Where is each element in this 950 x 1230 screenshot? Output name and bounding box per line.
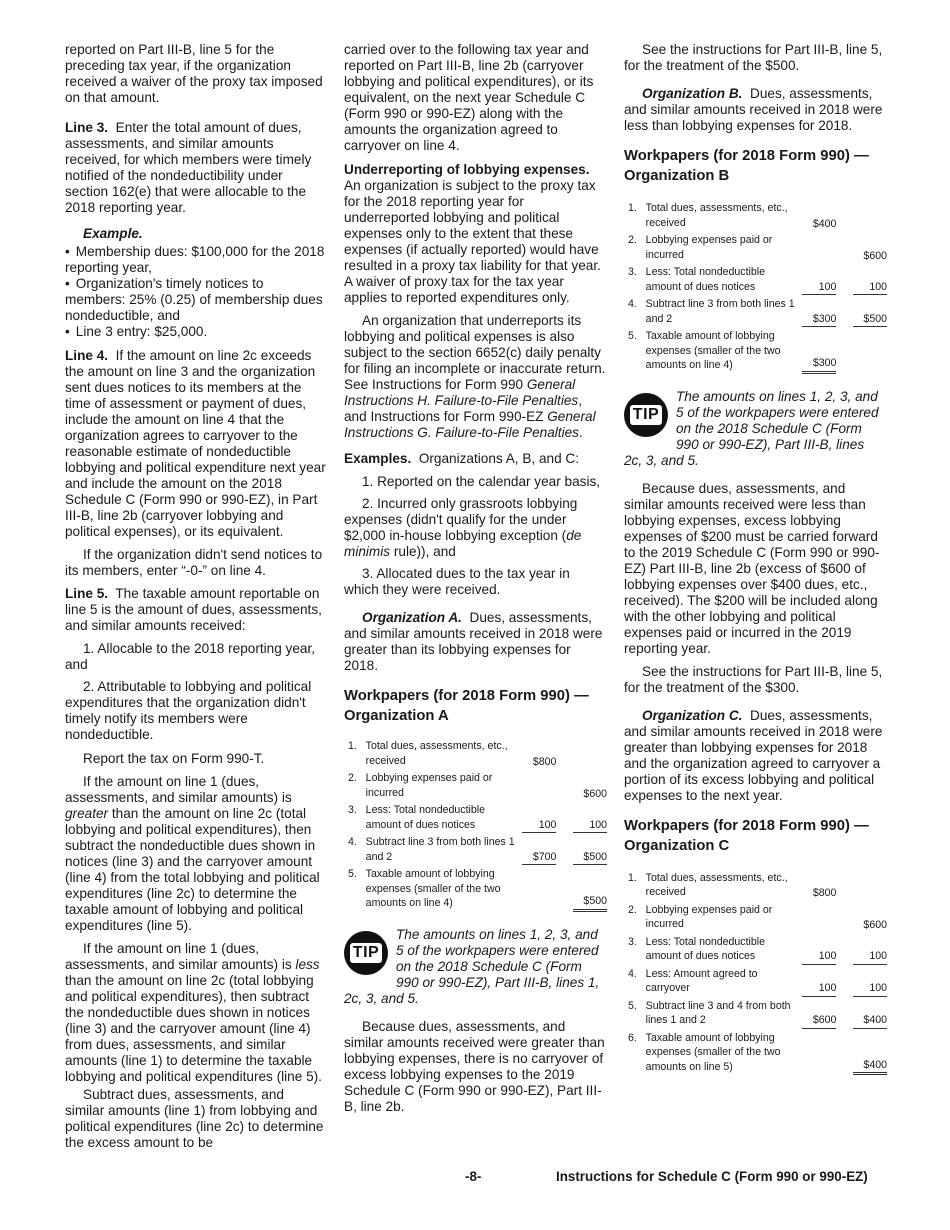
- table-row: [628, 998, 890, 1030]
- list-item: [65, 276, 327, 324]
- cell-text: 2.: [628, 903, 637, 916]
- paragraph: [65, 941, 327, 1085]
- document-title: Instructions for Schedule C (Form 990 or 990-EZ): [556, 1169, 868, 1184]
- cell-text: $400: [853, 1058, 887, 1076]
- amount-column-2: [847, 200, 890, 232]
- cell-text: Subtract line 3 and 4 from both lines 1 and 2: [645, 999, 791, 1026]
- cell-text: Total dues, assessments, etc., received: [365, 740, 508, 767]
- row-number: [628, 934, 646, 966]
- amount-column-1: [797, 200, 840, 232]
- organization-c-paragraph: [624, 708, 886, 804]
- paragraph: Report the tax on Form 990-T.: [83, 751, 265, 766]
- row-description: [646, 200, 797, 232]
- list-item: 1. Reported on the calendar year basis,: [362, 474, 601, 489]
- cell-text: Less: Total nondeductible amount of dues notices: [645, 266, 766, 293]
- row-number: [628, 328, 646, 375]
- examples-text: Organizations A, B, and C:: [418, 451, 580, 466]
- row-number: [628, 264, 646, 296]
- bullet-icon: •: [65, 244, 70, 259]
- table-row: [628, 870, 890, 902]
- text: than the amount on line 2c (total lobbying and political expenditures), then subtract the nondeductible dues shown in notices (line 3) and the carryover amount (line 4) from dues, assessments, and similar amounts (line 1) to determine the taxable lobbying and political expenditures (line 5).: [65, 973, 322, 1084]
- amount-column-2: [847, 328, 890, 375]
- cell-text: 100: [802, 280, 836, 296]
- tip-box: [624, 389, 886, 469]
- amount-column-1: [797, 998, 840, 1030]
- row-number: [348, 802, 366, 834]
- emphasis: de minimis: [344, 528, 582, 559]
- amount-column-2: [847, 966, 890, 998]
- table-row: [348, 866, 610, 913]
- table-row: [628, 232, 890, 264]
- row-description: [366, 834, 517, 866]
- cell-text: 3.: [628, 935, 637, 948]
- cell-text: Lobbying expenses paid or incurred: [645, 903, 773, 930]
- row-description: [366, 866, 517, 913]
- cell-text: $400: [812, 217, 837, 230]
- examples-paragraph: [344, 451, 606, 467]
- cell-text: $300: [802, 356, 836, 374]
- row-description: [646, 232, 797, 264]
- line-5-heading: Line 5.: [65, 586, 109, 601]
- workpapers-c-table: [628, 870, 890, 1077]
- table-row: [628, 328, 890, 375]
- emphasis: greater: [65, 806, 109, 821]
- amount-column-2: [567, 738, 610, 770]
- cell-text: 1.: [348, 740, 357, 752]
- table-row: [348, 738, 610, 770]
- amount-column-1: [797, 232, 840, 264]
- cell-gap: [839, 966, 847, 998]
- list-item: [65, 244, 327, 276]
- amount-column-1: [797, 328, 840, 375]
- row-number: [628, 1030, 646, 1077]
- row-description: [646, 264, 797, 296]
- amount-column-2: [847, 296, 890, 328]
- cell-text: $500: [573, 894, 607, 912]
- cell-text: Taxable amount of lobbying expenses (smaller of the two amounts on line 4): [365, 868, 501, 909]
- amount-column-2: [847, 870, 890, 902]
- line-3-heading: Line 3.: [65, 120, 109, 135]
- cell-gap: [559, 866, 567, 913]
- workpapers-a-table: [348, 738, 610, 913]
- cell-text: $800: [532, 755, 557, 768]
- amount-column-2: [847, 998, 890, 1030]
- text: .: [578, 425, 583, 440]
- amount-column-2: [847, 264, 890, 296]
- text: If the amount on line 1 (dues, assessments, and similar amounts) is: [65, 941, 292, 972]
- row-number: [628, 200, 646, 232]
- row-description: [646, 870, 797, 902]
- amount-column-2: [847, 1030, 890, 1077]
- organization-a-heading: Organization A.: [362, 610, 462, 625]
- table-row: [628, 296, 890, 328]
- line-4-heading: Line 4.: [65, 348, 109, 363]
- cell-text: $300: [802, 312, 836, 328]
- cell-text: 4.: [628, 298, 637, 310]
- cell-text: $800: [812, 887, 837, 899]
- table-row: [628, 902, 890, 934]
- cell-text: 2.: [348, 772, 357, 784]
- list-item: 2. Attributable to lobbying and political expenditures that the organization didn't timely notify its members were nondeductible.: [65, 679, 312, 742]
- paragraph: [344, 313, 606, 441]
- amount-column-1: [797, 1030, 840, 1077]
- cell-text: 100: [802, 949, 836, 965]
- list-item: 3. Allocated dues to the tax year in which they were received.: [344, 566, 570, 597]
- list-item: 1. Allocable to the 2018 reporting year, and: [65, 641, 316, 672]
- amount-column-2: [567, 802, 610, 834]
- text: rule)), and: [393, 544, 456, 559]
- amount-column-1: [517, 770, 560, 802]
- table-row: [348, 834, 610, 866]
- text: If the amount on line 1 (dues, assessments, and similar amounts) is: [65, 774, 292, 805]
- tip-label: TIP: [630, 405, 662, 425]
- examples-heading: Examples.: [344, 451, 412, 466]
- cell-gap: [839, 232, 847, 264]
- organization-a-paragraph: [344, 610, 606, 674]
- cell-gap: [839, 998, 847, 1030]
- cell-text: 100: [573, 818, 607, 834]
- cell-text: Less: Amount agreed to carryover: [645, 967, 758, 994]
- organization-a-text: Dues, assessments, and similar amounts received in 2018 were greater than its lobbying expenses for 2018.: [344, 610, 603, 673]
- cell-text: $600: [583, 787, 607, 800]
- cell-text: $600: [863, 249, 887, 262]
- page-number: -8-: [465, 1169, 482, 1184]
- cell-text: 3.: [348, 804, 357, 816]
- table-row: [628, 1030, 890, 1077]
- cell-text: Taxable amount of lobbying expenses (smaller of the two amounts on line 5): [645, 1031, 781, 1073]
- row-description: [646, 902, 797, 934]
- cell-text: 5.: [348, 868, 357, 880]
- cell-text: 2.: [628, 234, 637, 246]
- example-heading: Example.: [83, 226, 143, 241]
- amount-column-1: [517, 834, 560, 866]
- row-number: [628, 232, 646, 264]
- cell-text: $600: [863, 919, 887, 931]
- cell-text: $500: [573, 850, 607, 866]
- cell-text: 100: [853, 981, 887, 997]
- amount-column-1: [517, 738, 560, 770]
- row-description: [646, 998, 797, 1030]
- cell-gap: [839, 328, 847, 375]
- cell-gap: [559, 834, 567, 866]
- organization-b-paragraph: [624, 86, 886, 134]
- row-number: [628, 966, 646, 998]
- paragraph: Subtract dues, assessments, and similar amounts (line 1) from lobbying and political expenditures (line 2c) to determine the excess amount to be: [65, 1087, 324, 1150]
- cell-gap: [839, 200, 847, 232]
- amount-column-2: [567, 866, 610, 913]
- cell-text: 100: [853, 949, 887, 965]
- line-5-paragraph: [65, 586, 327, 634]
- underreporting-heading: Underreporting of lobbying expenses.: [344, 162, 590, 177]
- row-number: [348, 866, 366, 913]
- row-number: [348, 834, 366, 866]
- cell-text: 5.: [628, 999, 637, 1012]
- cell-text: $400: [853, 1013, 887, 1029]
- cell-text: 4.: [348, 836, 357, 848]
- table-row: [628, 966, 890, 998]
- column-2: [344, 42, 606, 1122]
- cell-gap: [839, 296, 847, 328]
- row-description: [366, 802, 517, 834]
- table-body: [628, 200, 890, 375]
- list-item: [344, 496, 606, 560]
- paragraph: [65, 774, 327, 934]
- amount-column-2: [847, 934, 890, 966]
- cell-text: 6.: [628, 1031, 637, 1044]
- cell-text: $600: [802, 1013, 836, 1029]
- bullet-icon: •: [65, 324, 70, 339]
- organization-c-heading: Organization C.: [642, 707, 743, 723]
- cell-text: 100: [802, 981, 836, 997]
- amount-column-2: [567, 834, 610, 866]
- table-body: [628, 870, 890, 1077]
- cell-gap: [839, 264, 847, 296]
- row-number: [628, 870, 646, 902]
- row-description: [646, 296, 797, 328]
- paragraph: carried over to the following tax year and reported on Part III-B, line 2b (carryover lobbying and political expenditures), or its equivalent, on the next year Schedule C (Form 990 or 990-EZ) along with the amounts the organization agreed to carryover on line 4.: [344, 42, 594, 153]
- paragraph: See the instructions for Part III-B, line 5, for the treatment of the $500.: [624, 42, 883, 73]
- list-item-text: Organization's timely notices to members: 25% (0.25) of membership dues nondeductible, and: [65, 276, 323, 323]
- workpapers-a-title: Workpapers (for 2018 Form 990) — Organization A: [344, 688, 589, 724]
- tip-icon: [624, 393, 668, 437]
- text: 2. Incurred only grassroots lobbying expenses (didn't qualify for the under $2,000 in-house lobbying exception (: [344, 496, 578, 543]
- organization-b-heading: Organization B.: [642, 86, 743, 101]
- cell-text: Subtract line 3 from both lines 1 and 2: [645, 298, 795, 325]
- organization-b-text: Dues, assessments, and similar amounts received in 2018 were less than lobbying expenses for 2018.: [624, 86, 883, 133]
- paragraph: reported on Part III-B, line 5 for the preceding tax year, if the organization received a waiver of the proxy tax imposed on that amount.: [65, 42, 323, 105]
- paragraph: If the organization didn't send notices to its members, enter “-0-” on line 4.: [65, 547, 323, 578]
- cell-text: 3.: [628, 266, 637, 278]
- cell-gap: [559, 738, 567, 770]
- text: An organization that underreports its lobbying and political expenses is also subject to the section 6652(c) daily penalty for filing an incomplete or inaccurate return. See Instructions for Form 990: [344, 313, 606, 392]
- table-row: [348, 802, 610, 834]
- cell-text: Lobbying expenses paid or incurred: [365, 772, 493, 799]
- emphasis: less: [295, 957, 320, 972]
- underreporting-paragraph: [344, 162, 606, 306]
- table-row: [628, 934, 890, 966]
- cell-text: Subtract line 3 from both lines 1 and 2: [365, 836, 515, 863]
- example-list: [65, 244, 327, 340]
- table-body: [348, 738, 610, 913]
- cell-gap: [559, 802, 567, 834]
- amount-column-1: [517, 866, 560, 913]
- line-3-text: Enter the total amount of dues, assessments, and similar amounts received, for which members were timely notified of the nondeductibility under section 162(e) that were allocable to the 2018 reporting year.: [65, 120, 312, 215]
- list-item-text: Membership dues: $100,000 for the 2018 reporting year,: [65, 244, 325, 275]
- cell-gap: [839, 934, 847, 966]
- list-item: [65, 324, 327, 340]
- tip-icon: [344, 931, 388, 975]
- amount-column-2: [847, 232, 890, 264]
- amount-column-2: [567, 770, 610, 802]
- organization-c-text: Dues, assessments, and similar amounts received in 2018 were greater than lobbying expenses for 2018 and the organization agreed to carryover a portion of its excess lobbying and political expenses to the next year.: [624, 707, 883, 803]
- row-description: [646, 934, 797, 966]
- row-description: [646, 966, 797, 998]
- cell-text: Lobbying expenses paid or incurred: [645, 234, 773, 261]
- workpapers-c-title: Workpapers (for 2018 Form 990) — Organization C: [624, 817, 869, 854]
- text: than the amount on line 2c (total lobbying and political expenditures), then subtract the nondeductible dues shown in notices (line 3) and the carryover amount (line 4) from the total lobbying and political expenditures (line 2c) to determine the taxable amount of lobbying and political expenditures (line 5).: [65, 806, 320, 933]
- row-number: [628, 296, 646, 328]
- row-description: [366, 770, 517, 802]
- cell-text: 100: [522, 818, 556, 834]
- cell-gap: [839, 870, 847, 902]
- workpapers-b-title: Workpapers (for 2018 Form 990) — Organization B: [624, 148, 869, 184]
- column-1: [65, 42, 327, 1158]
- amount-column-1: [517, 802, 560, 834]
- cell-text: Less: Total nondeductible amount of dues notices: [645, 935, 766, 962]
- list-item-text: Line 3 entry: $25,000.: [75, 324, 208, 339]
- tip-text: The amounts on lines 1, 2, 3, and 5 of the workpapers were entered on the 2018 Schedule C (Form 990 or 990-EZ), Part III-B, lines 2c, 3, and 5.: [624, 388, 879, 468]
- amount-column-1: [797, 902, 840, 934]
- paragraph: Because dues, assessments, and similar amounts received were less than lobbying expenses, excess lobbying expenses of $200 must be carried forward to the 2019 Schedule C (Form 990 or 990-EZ) Part III-B, line 2b (excess of $600 of lobbying expenses over $400 dues, etc., received). The $200 will be included along with the other lobbying and political expenses paid or incurred in the 2019 reporting year.: [624, 480, 880, 656]
- tip-label: TIP: [350, 943, 382, 963]
- amount-column-1: [797, 934, 840, 966]
- cell-text: 1.: [628, 202, 637, 214]
- cell-gap: [839, 902, 847, 934]
- cell-text: Total dues, assessments, etc., received: [645, 871, 788, 898]
- tip-box: [344, 927, 606, 1007]
- table-row: [348, 770, 610, 802]
- table-row: [628, 264, 890, 296]
- amount-column-1: [797, 264, 840, 296]
- amount-column-2: [847, 902, 890, 934]
- row-number: [628, 998, 646, 1030]
- cell-text: Taxable amount of lobbying expenses (smaller of the two amounts on line 4): [645, 330, 781, 371]
- emphasis: General Instructions G. Failure-to-File Penalties: [344, 409, 596, 440]
- paragraph: Because dues, assessments, and similar amounts received were greater than lobbying expenses, there is no carryover of excess lobbying expenses to the 2019 Schedule C (Form 990 or 990-EZ), Part III-B, line 2b.: [344, 1018, 605, 1114]
- cell-text: 1.: [628, 871, 637, 884]
- line-5-text: The taxable amount reportable on line 5 is the amount of dues, assessments, and similar amounts received:: [65, 586, 322, 633]
- amount-column-1: [797, 296, 840, 328]
- paragraph: See the instructions for Part III-B, line 5, for the treatment of the $300.: [624, 663, 883, 695]
- cell-text: 5.: [628, 330, 637, 342]
- cell-text: $700: [522, 850, 556, 866]
- bullet-icon: •: [65, 276, 70, 291]
- row-description: [366, 738, 517, 770]
- cell-text: 100: [853, 280, 887, 296]
- underreporting-text: An organization is subject to the proxy tax for the 2018 reporting year for underreported lobbying and political expenses only to the extent that these expenses (if actually reported) would have resulted in a proxy tax liability for that year. A waiver of proxy tax for the tax year applies to reported expenditures only.: [344, 178, 601, 305]
- emphasis: General Instructions H. Failure-to-File Penalties: [344, 377, 579, 408]
- cell-gap: [559, 770, 567, 802]
- cell-text: Total dues, assessments, etc., received: [645, 202, 788, 229]
- table-row: [628, 200, 890, 232]
- amount-column-1: [797, 966, 840, 998]
- row-description: [646, 328, 797, 375]
- cell-text: Less: Total nondeductible amount of dues notices: [365, 804, 486, 831]
- amount-column-1: [797, 870, 840, 902]
- row-number: [628, 902, 646, 934]
- line-4-paragraph: [65, 348, 327, 540]
- row-number: [348, 770, 366, 802]
- text: , and Instructions for Form 990-EZ: [344, 393, 582, 424]
- cell-gap: [839, 1030, 847, 1077]
- cell-text: $500: [853, 312, 887, 328]
- row-number: [348, 738, 366, 770]
- column-3: [624, 42, 886, 1076]
- workpapers-b-table: [628, 200, 890, 375]
- cell-text: 4.: [628, 967, 637, 980]
- line-3-paragraph: [65, 120, 327, 216]
- line-4-text: If the amount on line 2c exceeds the amount on line 3 and the organization sent dues notices to its members at the time of assessment or payment of dues, include the amount on line 4 that the organization agrees to carryover to the reasonable estimate of nondeductible lobbying and political expenditure next year and include the amount on the 2018 Schedule C (Form 990 or 990-EZ), in Part III-B, line 2b (carryover lobbying and political expenses), or its equivalent.: [65, 348, 326, 539]
- row-description: [646, 1030, 797, 1077]
- tip-text: The amounts on lines 1, 2, 3, and 5 of the workpapers were entered on the 2018 Schedule C (Form 990 or 990-EZ), Part III-B, lines 1, 2c, 3, and 5.: [344, 926, 600, 1006]
